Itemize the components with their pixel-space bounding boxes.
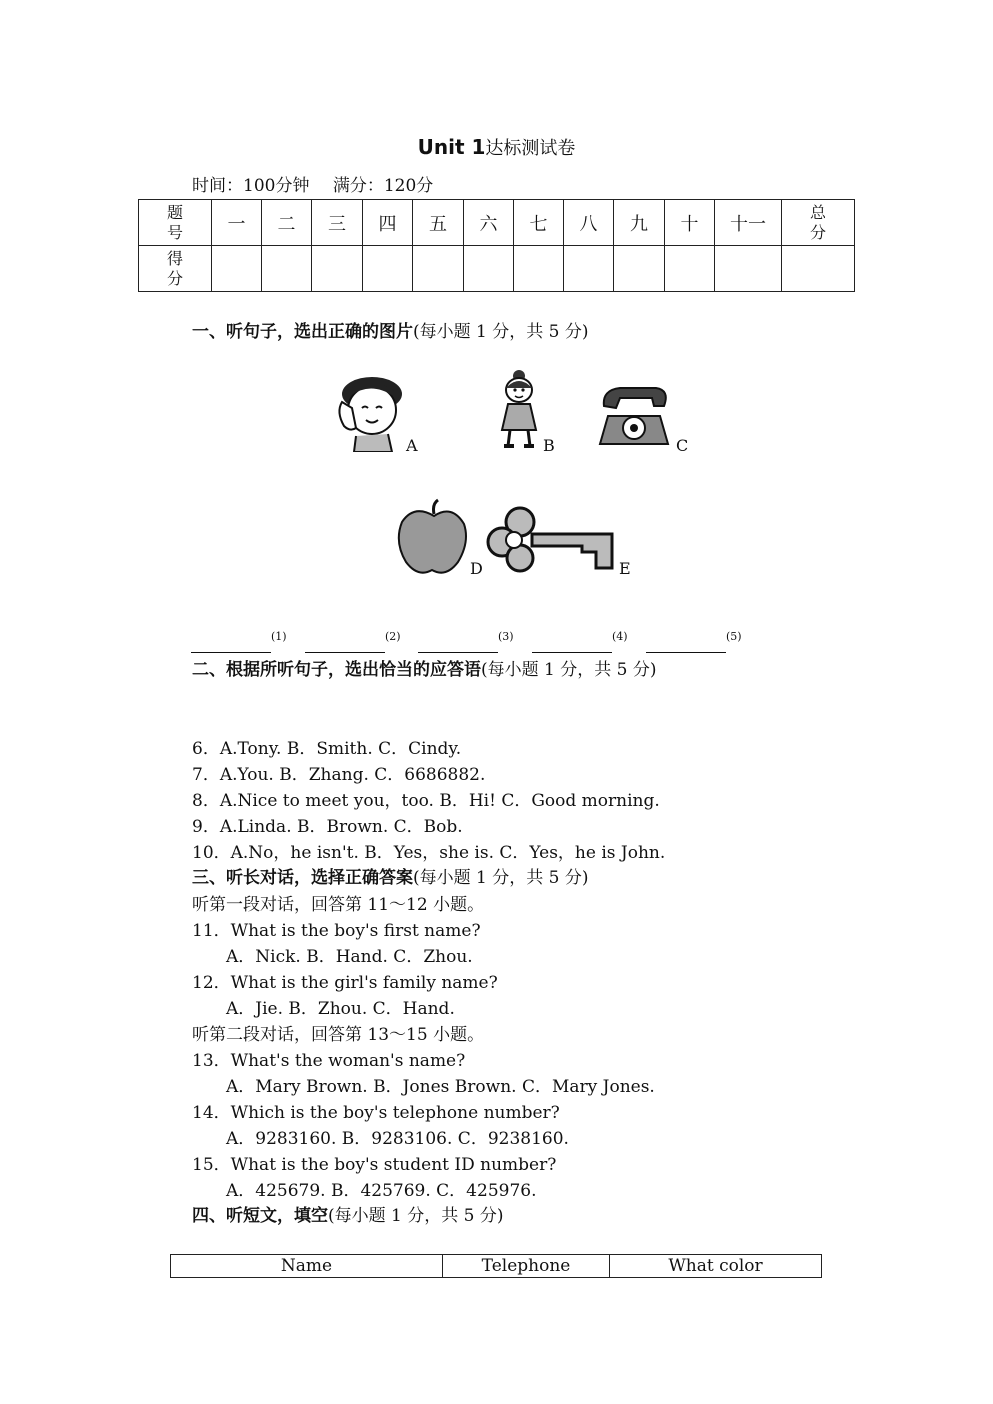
section4-heading: [192, 1204, 504, 1228]
answer-blank-5[interactable]: [646, 652, 726, 653]
question-14-options: A．9283160. B．9283106. C．9238160.: [226, 1129, 569, 1149]
girl-icon: [494, 368, 544, 452]
answer-blank-1[interactable]: [191, 652, 271, 653]
question-13-options: A．Mary Brown. B．Jones Brown. C．Mary Jones.: [226, 1077, 655, 1097]
answer-blank-4[interactable]: [532, 652, 612, 653]
blank-number-3: (3): [498, 630, 514, 643]
row2-label: [139, 246, 212, 292]
time-limit: 时间：100分钟: [192, 176, 310, 196]
total-label: [782, 200, 855, 246]
fill-in-table: [170, 1254, 822, 1278]
blank-number-2: (2): [385, 630, 401, 643]
header-what-color: What color: [610, 1255, 822, 1278]
header-name: Name: [171, 1255, 443, 1278]
score-table-score-row: [139, 246, 855, 292]
section2-heading: [192, 658, 657, 682]
boy-on-phone-icon: [334, 374, 408, 452]
score-cell[interactable]: [262, 246, 312, 292]
exam-info: [192, 174, 451, 198]
score-cell[interactable]: [464, 246, 514, 292]
score-cell[interactable]: [614, 246, 665, 292]
section3-note: (每小题 1 分，共 5 分): [413, 868, 589, 888]
col-2: 二: [262, 200, 312, 246]
section3-heading: [192, 866, 589, 890]
picture-e-letter: E: [619, 559, 631, 578]
col-11: 十一: [715, 200, 782, 246]
score-cell[interactable]: [665, 246, 715, 292]
score-cell[interactable]: [363, 246, 413, 292]
question-12-options: A．Jie. B．Zhou. C．Hand.: [226, 999, 455, 1019]
score-cell[interactable]: [212, 246, 262, 292]
question-15-options: A．425679. B．425769. C．425976.: [226, 1181, 537, 1201]
title-rest: 达标测试卷: [485, 138, 576, 159]
question-9: 9．A.Linda. B．Brown. C．Bob.: [192, 817, 463, 837]
score-cell[interactable]: [564, 246, 614, 292]
section3-title: 三、听长对话，选择正确答案: [192, 868, 413, 888]
section1-title: 一、听句子，选出正确的图片: [192, 322, 413, 342]
answer-blank-2[interactable]: [305, 652, 385, 653]
key-icon: [484, 504, 618, 574]
section2-title: 二、根据所听句子，选出恰当的应答语: [192, 660, 481, 680]
col-4: 四: [363, 200, 413, 246]
question-8: 8．A.Nice to meet you，too. B．Hi! C．Good morning.: [192, 791, 660, 811]
question-11: 11．What is the boy's first name?: [192, 921, 481, 941]
question-12: 12．What is the girl's family name?: [192, 973, 498, 993]
picture-d-letter: D: [470, 559, 483, 578]
section4-title: 四、听短文，填空: [192, 1206, 328, 1226]
picture-c-letter: C: [676, 436, 689, 455]
apple-icon: [394, 498, 472, 578]
score-table: [138, 199, 855, 292]
score-cell[interactable]: [715, 246, 782, 292]
blank-number-5: (5): [726, 630, 742, 643]
question-15: 15．What is the boy's student ID number?: [192, 1155, 557, 1175]
section1-note: (每小题 1 分，共 5 分): [413, 322, 589, 342]
section2-note: (每小题 1 分，共 5 分): [481, 660, 657, 680]
dialogue-1-instruction: 听第一段对话，回答第 11～12 小题。: [192, 895, 485, 915]
page-title: [0, 134, 993, 162]
col-6: 六: [464, 200, 514, 246]
question-13: 13．What's the woman's name?: [192, 1051, 466, 1071]
section4-note: (每小题 1 分，共 5 分): [328, 1206, 504, 1226]
picture-a-letter: A: [406, 436, 418, 455]
col-7: 七: [514, 200, 564, 246]
question-6: 6．A.Tony. B．Smith. C．Cindy.: [192, 739, 462, 759]
score-cell[interactable]: [514, 246, 564, 292]
score-cell[interactable]: [413, 246, 464, 292]
header-telephone: Telephone: [443, 1255, 610, 1278]
row2-label-text: 得分: [166, 248, 183, 288]
question-14: 14．Which is the boy's telephone number?: [192, 1103, 560, 1123]
score-table-header-row: [139, 200, 855, 246]
question-7: 7．A.You. B．Zhang. C．6686882.: [192, 765, 486, 785]
question-11-options: A．Nick. B．Hand. C．Zhou.: [226, 947, 473, 967]
score-cell[interactable]: [312, 246, 363, 292]
col-8: 八: [564, 200, 614, 246]
row1-label-text: 题号: [166, 202, 183, 242]
blank-number-1: (1): [271, 630, 287, 643]
row1-label: [139, 200, 212, 246]
col-9: 九: [614, 200, 665, 246]
title-unit: Unit 1: [417, 135, 486, 159]
col-5: 五: [413, 200, 464, 246]
score-cell[interactable]: [782, 246, 855, 292]
question-10: 10．A.No，he isn't. B．Yes，she is. C．Yes，he is John.: [192, 843, 666, 863]
col-10: 十: [665, 200, 715, 246]
full-score: 满分：120分: [332, 176, 434, 196]
section1-heading: [192, 320, 589, 344]
col-3: 三: [312, 200, 363, 246]
dialogue-2-instruction: 听第二段对话，回答第 13～15 小题。: [192, 1025, 485, 1045]
telephone-icon: [598, 384, 670, 448]
answer-blank-3[interactable]: [418, 652, 498, 653]
total-label-text: 总分: [809, 202, 826, 242]
blank-number-4: (4): [612, 630, 628, 643]
picture-b-letter: B: [543, 436, 555, 455]
fill-in-table-header: [171, 1255, 822, 1278]
col-1: 一: [212, 200, 262, 246]
